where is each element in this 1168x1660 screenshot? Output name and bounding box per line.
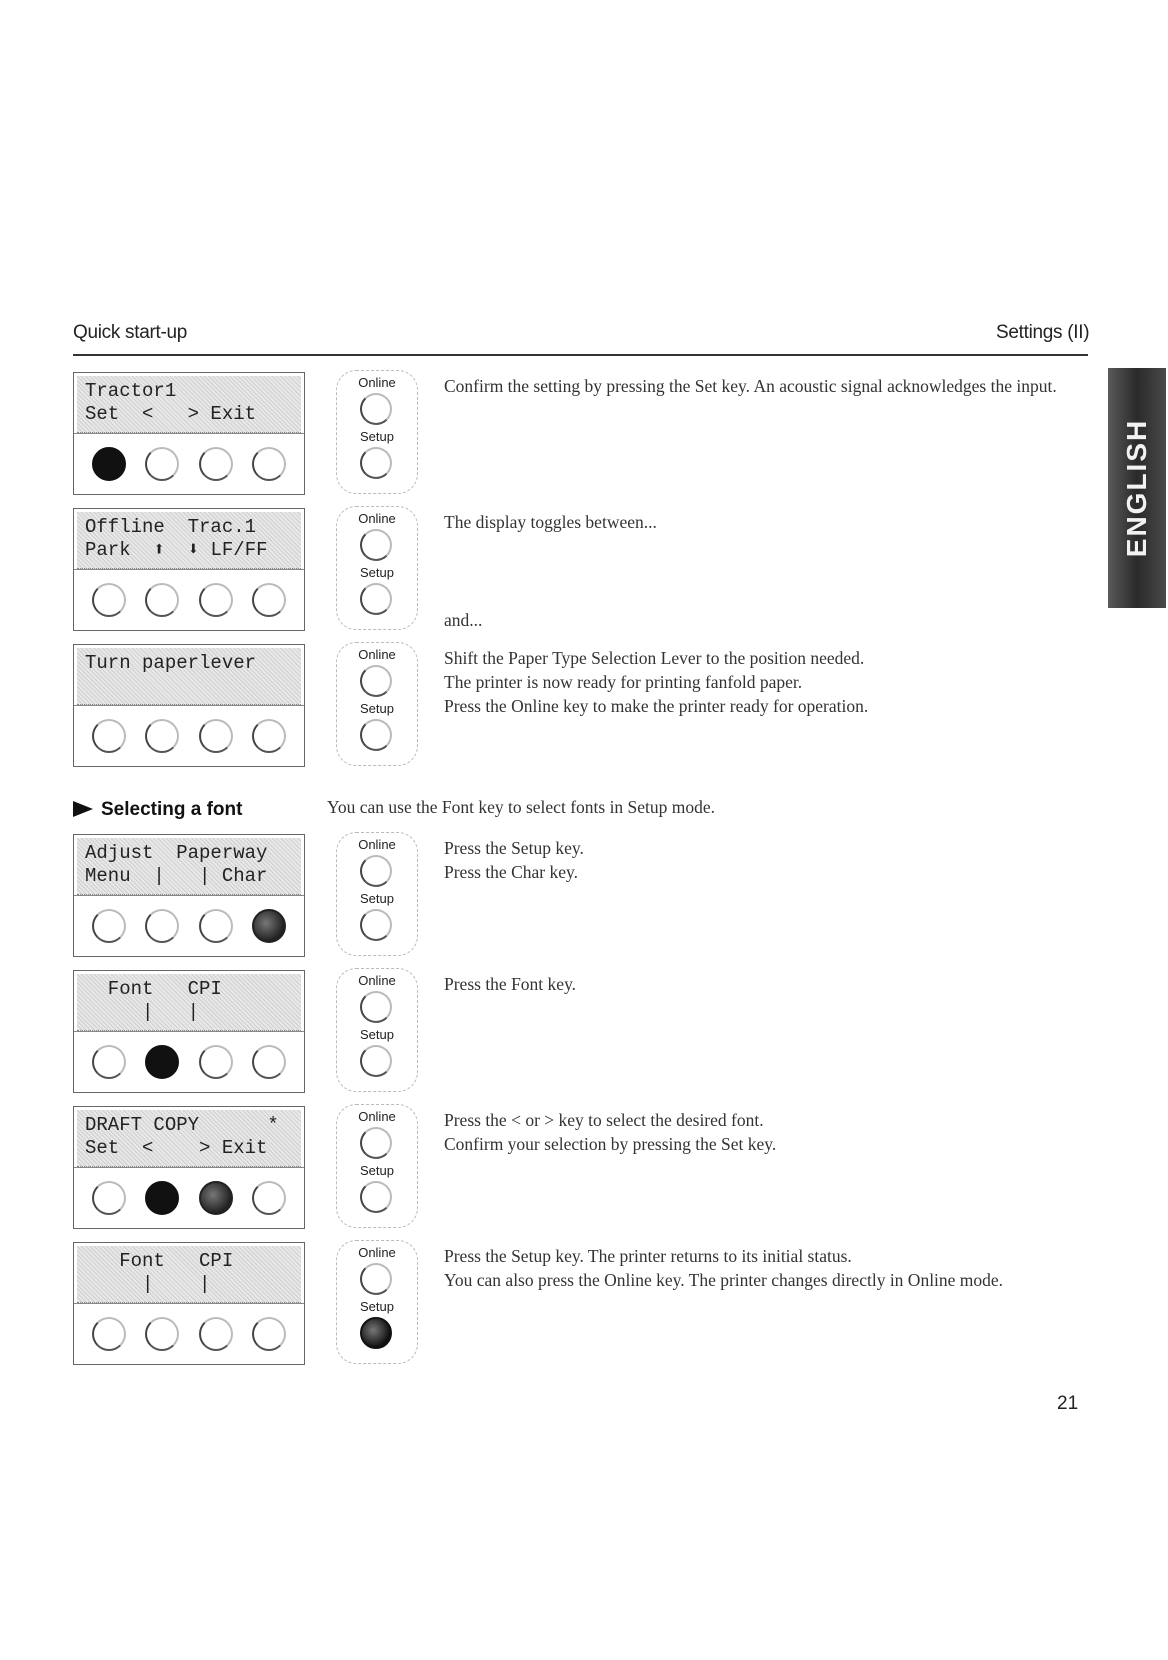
- setup-key-icon: [360, 909, 392, 941]
- setup-key-label: Setup: [360, 429, 394, 444]
- online-key-icon: [360, 529, 392, 561]
- setup-key-label: Setup: [360, 565, 394, 580]
- instruction-line: Press the Setup key.: [444, 838, 584, 858]
- lcd-line: Park ⬆ ⬇ LF/FF: [85, 539, 268, 561]
- instruction-line: The printer is now ready for printing fanfold paper.: [444, 672, 803, 692]
- display-panel: [73, 970, 305, 1093]
- section-title-text: Selecting a font: [101, 799, 243, 820]
- step-instructions: [444, 1108, 1094, 1156]
- setup-key-icon: [360, 1045, 392, 1077]
- lcd-display: [77, 376, 301, 433]
- instruction-line: Press the Char key.: [444, 862, 578, 882]
- online-key-icon: [360, 991, 392, 1023]
- panel-key-2-icon: [145, 1045, 179, 1079]
- online-setup-keys: [336, 642, 418, 766]
- step-instructions: [444, 374, 1094, 398]
- online-key-label: Online: [358, 375, 396, 390]
- section-intro: You can use the Font key to select fonts in Setup mode.: [327, 797, 716, 817]
- page-number: 21: [1057, 1393, 1079, 1414]
- online-key-icon: [360, 1263, 392, 1295]
- instruction-line: Press the Font key.: [444, 974, 577, 994]
- lcd-display: [77, 974, 301, 1031]
- display-panel: [73, 1242, 305, 1365]
- panel-key-2-icon: [145, 719, 179, 753]
- panel-button-row: [74, 1031, 304, 1092]
- header-rule: [73, 354, 1088, 356]
- display-panel: [73, 508, 305, 631]
- panel-key-3-icon: [199, 1317, 233, 1351]
- panel-button-row: [74, 569, 304, 630]
- arrow-icon: [73, 801, 93, 817]
- online-setup-keys: [336, 832, 418, 956]
- panel-key-1-icon: [92, 447, 126, 481]
- online-key-label: Online: [358, 837, 396, 852]
- instruction-line: Shift the Paper Type Selection Lever to the position needed.: [444, 648, 865, 668]
- language-tab-label: ENGLISH: [1121, 418, 1152, 558]
- lcd-line: Tractor1: [85, 380, 177, 402]
- step-instructions: [444, 646, 1094, 718]
- panel-key-1-icon: [92, 1181, 126, 1215]
- online-setup-keys: [336, 506, 418, 630]
- online-key-label: Online: [358, 1109, 396, 1124]
- setup-key-icon: [360, 583, 392, 615]
- panel-key-3-icon: [199, 909, 233, 943]
- setup-key-label: Setup: [360, 701, 394, 716]
- lcd-display: [77, 838, 301, 895]
- lcd-display: [77, 512, 301, 569]
- display-panel: [73, 834, 305, 957]
- panel-key-3-icon: [199, 719, 233, 753]
- setup-key-icon: [360, 719, 392, 751]
- lcd-display: [77, 1110, 301, 1167]
- online-key-label: Online: [358, 511, 396, 526]
- online-setup-keys: [336, 1104, 418, 1228]
- language-tab: [1108, 368, 1166, 608]
- instruction-line: You can also press the Online key. The printer changes directly in Online mode.: [444, 1270, 1004, 1290]
- lcd-line: Font CPI: [85, 978, 222, 1000]
- online-key-icon: [360, 1127, 392, 1159]
- panel-key-3-icon: [199, 583, 233, 617]
- panel-button-row: [74, 1303, 304, 1364]
- panel-key-1-icon: [92, 583, 126, 617]
- setup-key-icon: [360, 1181, 392, 1213]
- step-instructions: [444, 836, 1094, 884]
- panel-key-1-icon: [92, 719, 126, 753]
- lcd-line: DRAFT COPY *: [85, 1114, 279, 1136]
- panel-key-2-icon: [145, 1181, 179, 1215]
- lcd-line: Font CPI: [85, 1250, 234, 1272]
- instruction-line: Press the Setup key. The printer returns to its initial status.: [444, 1246, 852, 1266]
- display-panel: [73, 644, 305, 767]
- setup-key-label: Setup: [360, 1027, 394, 1042]
- instruction-line: Confirm the setting by pressing the Set key. An acoustic signal acknowledges the input.: [444, 376, 1057, 396]
- setup-key-label: Setup: [360, 1299, 394, 1314]
- lcd-line: | |: [85, 1273, 211, 1295]
- panel-key-4-icon: [252, 1045, 286, 1079]
- panel-button-row: [74, 433, 304, 494]
- step-instructions: [444, 510, 1094, 534]
- lcd-line: Offline Trac.1: [85, 516, 257, 538]
- setup-key-icon: [360, 447, 392, 479]
- panel-key-2-icon: [145, 583, 179, 617]
- online-key-icon: [360, 393, 392, 425]
- panel-key-2-icon: [145, 447, 179, 481]
- online-setup-keys: [336, 370, 418, 494]
- panel-key-4-icon: [252, 1317, 286, 1351]
- lcd-line: Adjust Paperway: [85, 842, 268, 864]
- instruction-line: The display toggles between...: [444, 512, 657, 532]
- instruction-line: Press the < or > key to select the desired font.: [444, 1110, 764, 1130]
- header-chapter-title: Settings (II): [996, 322, 1090, 343]
- panel-key-1-icon: [92, 1045, 126, 1079]
- panel-key-1-icon: [92, 1317, 126, 1351]
- lcd-line: Set < > Exit: [85, 403, 257, 425]
- online-key-icon: [360, 665, 392, 697]
- panel-key-4-icon: [252, 719, 286, 753]
- panel-key-3-icon: [199, 1045, 233, 1079]
- online-key-label: Online: [358, 973, 396, 988]
- online-setup-keys: [336, 1240, 418, 1364]
- panel-key-4-icon: [252, 583, 286, 617]
- lcd-display: [77, 648, 301, 705]
- and-text: and...: [444, 610, 483, 630]
- online-setup-keys: [336, 968, 418, 1092]
- setup-key-label: Setup: [360, 891, 394, 906]
- online-key-icon: [360, 855, 392, 887]
- lcd-line: Turn paperlever: [85, 652, 257, 674]
- panel-key-2-icon: [145, 909, 179, 943]
- online-key-label: Online: [358, 1245, 396, 1260]
- panel-key-4-icon: [252, 447, 286, 481]
- panel-key-4-icon: [252, 1181, 286, 1215]
- panel-button-row: [74, 895, 304, 956]
- panel-key-3-icon: [199, 447, 233, 481]
- panel-key-3-icon: [199, 1181, 233, 1215]
- panel-key-4-icon: [252, 909, 286, 943]
- lcd-line: Menu | | Char: [85, 865, 268, 887]
- online-key-label: Online: [358, 647, 396, 662]
- panel-button-row: [74, 1167, 304, 1228]
- panel-key-2-icon: [145, 1317, 179, 1351]
- instruction-line: Press the Online key to make the printer ready for operation.: [444, 696, 869, 716]
- step-instructions: [444, 972, 1094, 996]
- display-panel: [73, 1106, 305, 1229]
- section-title-selecting-font: [73, 799, 242, 821]
- panel-button-row: [74, 705, 304, 766]
- lcd-line: Set < > Exit: [85, 1137, 268, 1159]
- lcd-display: [77, 1246, 301, 1303]
- panel-key-1-icon: [92, 909, 126, 943]
- lcd-line: | |: [85, 1001, 200, 1023]
- header-section-title: Quick start-up: [73, 322, 188, 343]
- setup-key-icon: [360, 1317, 392, 1349]
- step-instructions: [444, 1244, 1094, 1292]
- instruction-line: Confirm your selection by pressing the Set key.: [444, 1134, 777, 1154]
- setup-key-label: Setup: [360, 1163, 394, 1178]
- display-panel: [73, 372, 305, 495]
